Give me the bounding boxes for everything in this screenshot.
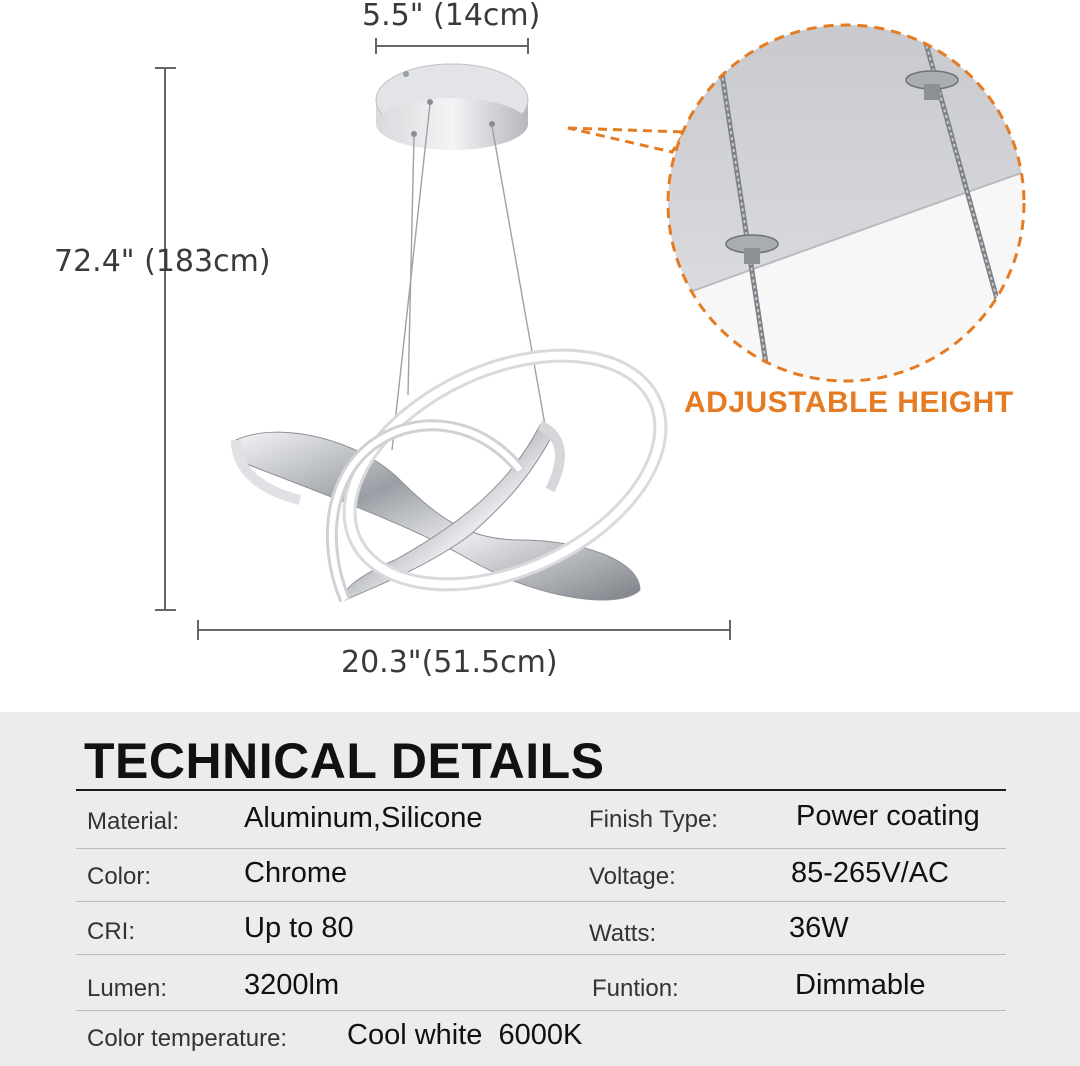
canopy-width-dimension-line xyxy=(376,38,528,54)
material-value: Aluminum,Silicone xyxy=(244,802,483,834)
color-value: Chrome xyxy=(244,857,348,889)
watts-label: Watts: xyxy=(589,920,657,947)
ceiling-canopy xyxy=(376,64,528,150)
cri-value: Up to 80 xyxy=(244,912,354,944)
material-label: Material: xyxy=(87,808,180,835)
height-label: 72.4" (183cm) xyxy=(54,244,271,279)
height-dimension-line xyxy=(155,68,176,610)
function-label: Funtion: xyxy=(592,975,679,1002)
chandelier-rings xyxy=(236,310,697,631)
technical-details-panel xyxy=(0,712,1080,1066)
finish-type-label: Finish Type: xyxy=(589,806,718,833)
row-divider xyxy=(76,901,1006,902)
zoom-pointer xyxy=(568,128,685,152)
color-label: Color: xyxy=(87,863,152,890)
lumen-value: 3200lm xyxy=(244,969,340,1001)
watts-value: 36W xyxy=(789,912,849,944)
width-label: 20.3"(51.5cm) xyxy=(341,645,558,680)
row-divider xyxy=(76,848,1006,849)
suspension-cables xyxy=(392,104,545,450)
details-title: TECHNICAL DETAILS xyxy=(84,733,605,789)
canopy-width-label: 5.5" (14cm) xyxy=(362,0,541,33)
voltage-value: 85-265V/AC xyxy=(791,857,949,889)
color-temperature-label: Color temperature: xyxy=(87,1025,288,1052)
color-temperature-value: Cool white 6000K xyxy=(347,1019,583,1051)
height-adjuster-zoom xyxy=(660,20,1040,390)
lumen-label: Lumen: xyxy=(87,975,168,1002)
cri-label: CRI: xyxy=(87,918,135,945)
voltage-label: Voltage: xyxy=(589,863,676,890)
row-divider xyxy=(76,1010,1006,1011)
adjustable-height-caption: ADJUSTABLE HEIGHT xyxy=(684,386,1014,419)
width-dimension-line xyxy=(198,620,730,640)
row-divider xyxy=(76,954,1006,955)
finish-type-value: Power coating xyxy=(796,800,980,832)
function-value: Dimmable xyxy=(795,969,926,1001)
title-divider xyxy=(76,789,1006,791)
